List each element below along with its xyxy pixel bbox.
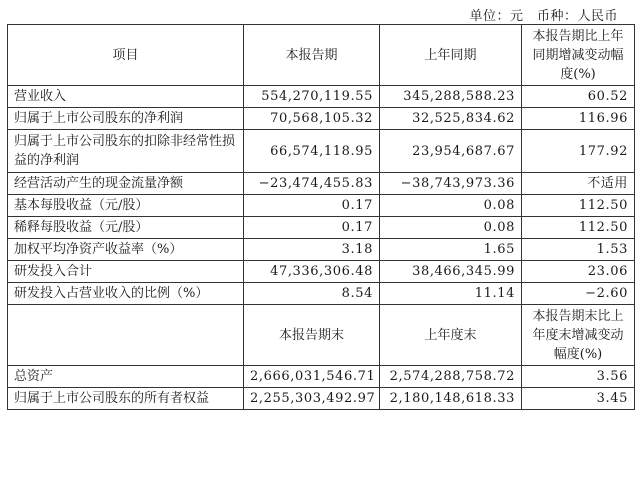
unit-currency-note: 单位：元 币种：人民币 — [469, 9, 618, 24]
header-change-pct-period-end: 本报告期末比上年度末增减变动幅度(%) — [522, 305, 635, 366]
cell-prior: 0.08 — [380, 195, 522, 217]
row-label: 归属于上市公司股东的扣除非经常性损益的净利润 — [8, 130, 244, 173]
header-prior-year-end: 上年度末 — [380, 305, 522, 366]
cell-current: 554,270,119.55 — [244, 86, 380, 108]
cell-current: −23,474,455.83 — [244, 173, 380, 195]
cell-prior: 1.65 — [380, 239, 522, 261]
cell-current: 47,336,306.48 — [244, 261, 380, 283]
row-label: 加权平均净资产收益率（%） — [8, 239, 244, 261]
header-item: 项目 — [8, 25, 244, 86]
row-label: 研发投入合计 — [8, 261, 244, 283]
table-row — [8, 173, 635, 195]
cell-current: 2,255,303,492.97 — [244, 388, 380, 410]
row-label: 总资产 — [8, 366, 244, 388]
table-row — [8, 108, 635, 130]
row-label: 归属于上市公司股东的所有者权益 — [8, 388, 244, 410]
cell-prior: 38,466,345.99 — [380, 261, 522, 283]
cell-change: 1.53 — [522, 239, 635, 261]
table-row — [8, 283, 635, 305]
cell-current: 0.17 — [244, 217, 380, 239]
cell-change: 60.52 — [522, 86, 635, 108]
table-header-row — [8, 25, 635, 86]
cell-change: 23.06 — [522, 261, 635, 283]
header-prior-period: 上年同期 — [380, 25, 522, 86]
row-label: 经营活动产生的现金流量净额 — [8, 173, 244, 195]
table-row — [8, 86, 635, 108]
header-period-end: 本报告期末 — [244, 305, 380, 366]
row-label: 归属于上市公司股东的净利润 — [8, 108, 244, 130]
cell-change: 112.50 — [522, 195, 635, 217]
cell-current: 2,666,031,546.71 — [244, 366, 380, 388]
cell-change: −2.60 — [522, 283, 635, 305]
cell-change: 不适用 — [522, 173, 635, 195]
header-item-blank — [8, 305, 244, 366]
header-current-period: 本报告期 — [244, 25, 380, 86]
cell-current: 66,574,118.95 — [244, 130, 380, 173]
row-label: 基本每股收益（元/股） — [8, 195, 244, 217]
cell-prior: 11.14 — [380, 283, 522, 305]
cell-current: 3.18 — [244, 239, 380, 261]
cell-change: 3.45 — [522, 388, 635, 410]
cell-change: 112.50 — [522, 217, 635, 239]
cell-prior: 345,288,588.23 — [380, 86, 522, 108]
table-row — [8, 130, 635, 173]
cell-prior: −38,743,973.36 — [380, 173, 522, 195]
table-header-row-period-end — [8, 305, 635, 366]
cell-prior: 2,180,148,618.33 — [380, 388, 522, 410]
table-row — [8, 217, 635, 239]
cell-prior: 2,574,288,758.72 — [380, 366, 522, 388]
table-row — [8, 239, 635, 261]
cell-change: 177.92 — [522, 130, 635, 173]
cell-change: 116.96 — [522, 108, 635, 130]
cell-prior: 32,525,834.62 — [380, 108, 522, 130]
table-row — [8, 195, 635, 217]
row-label: 稀释每股收益（元/股） — [8, 217, 244, 239]
cell-change: 3.56 — [522, 366, 635, 388]
row-label: 营业收入 — [8, 86, 244, 108]
table-row — [8, 366, 635, 388]
cell-prior: 23,954,687.67 — [380, 130, 522, 173]
table-row — [8, 388, 635, 410]
cell-current: 8.54 — [244, 283, 380, 305]
financial-data-table — [7, 24, 635, 410]
cell-prior: 0.08 — [380, 217, 522, 239]
cell-current: 70,568,105.32 — [244, 108, 380, 130]
header-change-pct: 本报告期比上年同期增减变动幅度(%) — [522, 25, 635, 86]
row-label: 研发投入占营业收入的比例（%） — [8, 283, 244, 305]
cell-current: 0.17 — [244, 195, 380, 217]
table-row — [8, 261, 635, 283]
